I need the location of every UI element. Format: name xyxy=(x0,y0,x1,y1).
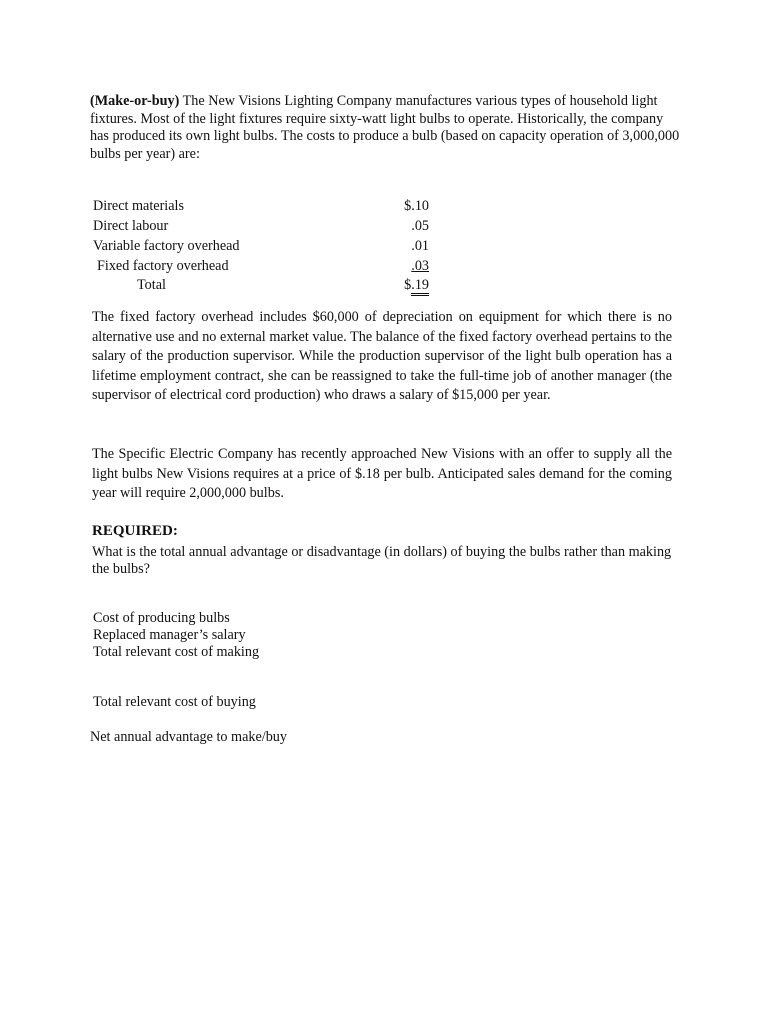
cost-amount: .01 xyxy=(411,238,429,254)
cost-label: Variable factory overhead xyxy=(93,238,240,254)
offer-text: The Specific Electric Company has recently approached New Visions with an offer to supply all the light bulbs New Visions requires at a price of $.18 per bulb. Anticipated sales demand for the coming year will require 2,000,000 bulbs. xyxy=(92,446,672,501)
problem-tag: (Make-or-buy) xyxy=(90,93,180,109)
total-value: .19 xyxy=(411,278,429,296)
intro-paragraph xyxy=(90,93,680,163)
fixed-overhead-text: The fixed factory overhead includes $60,000 of depreciation on equipment for which there is no alternative use and no external market value. The balance of the fixed factory overhead pertains to the salary of the production supervisor. While the production supervisor of the light bulb operation has a lifetime employment contract, she can be reassigned to take the full-time job of another manager (the supervisor of electrical cord production) who draws a salary of $15,000 per year. xyxy=(92,309,672,403)
cost-row-fixed-overhead xyxy=(93,256,433,276)
required-question: What is the total annual advantage or disadvantage (in dollars) of buying the bulbs rather than making the bulbs? xyxy=(92,544,672,577)
intro-text: The New Visions Lighting Company manufactures various types of household light fixtures. Most of the light fixtures require sixty-watt light bulbs to operate. Historically, the company has produced its own light bulbs. The costs to produce a bulb (based on capacity operation of 3,000,000 bulbs per year) are: xyxy=(90,93,680,162)
total-amount xyxy=(404,275,429,296)
fixed-overhead-paragraph xyxy=(92,308,672,406)
cost-label: Direct labour xyxy=(93,218,169,234)
replaced-salary-label: Replaced manager’s salary xyxy=(93,627,246,643)
cost-amount: .05 xyxy=(411,218,429,234)
cost-row-direct-labour xyxy=(93,216,433,236)
total-buying-label: Total relevant cost of buying xyxy=(93,694,256,710)
cost-row-total xyxy=(93,275,433,295)
required-heading: REQUIRED: xyxy=(92,523,178,539)
total-label: Total xyxy=(137,277,166,293)
cost-row-variable-overhead xyxy=(93,236,433,256)
net-advantage-label: Net annual advantage to make/buy xyxy=(90,729,287,745)
cost-of-producing-label: Cost of producing bulbs xyxy=(93,610,230,626)
cost-row-direct-materials xyxy=(93,196,433,216)
cost-label: Fixed factory overhead xyxy=(97,258,229,274)
total-making-label: Total relevant cost of making xyxy=(93,644,260,660)
cost-amount: .03 xyxy=(411,258,429,274)
cost-amount: $.10 xyxy=(404,198,429,214)
problem-intro xyxy=(90,93,680,163)
cost-label: Direct materials xyxy=(93,198,184,214)
total-currency: $ xyxy=(404,277,412,293)
offer-paragraph xyxy=(92,445,672,504)
